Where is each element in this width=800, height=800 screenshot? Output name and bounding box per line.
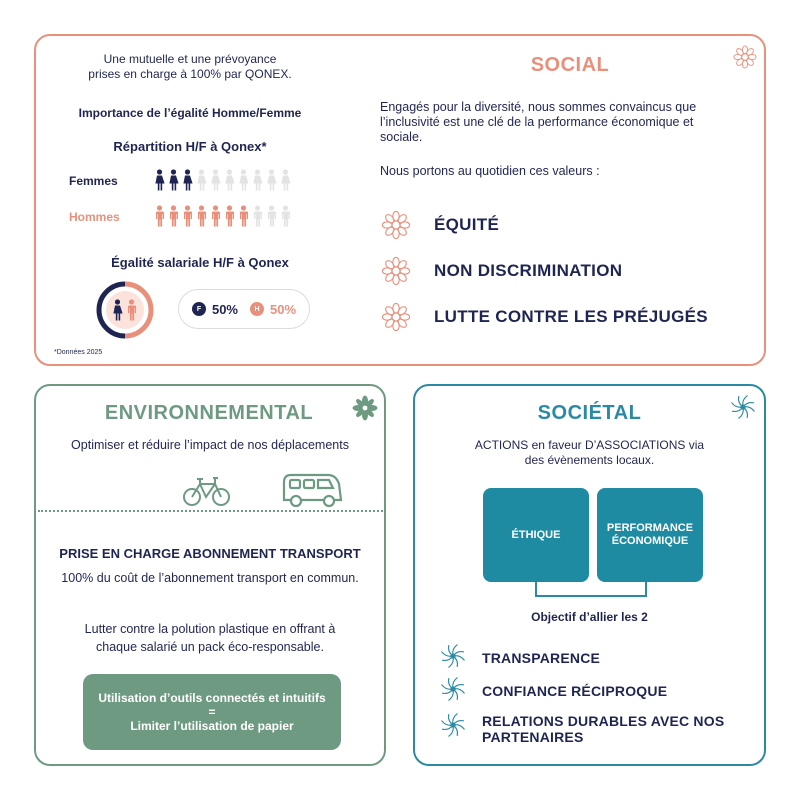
social-intro-line-1: Engagés pour la diversité, nous sommes convaincus que: [380, 100, 697, 114]
performance-economique-box: [597, 488, 703, 582]
mutuelle-line-1: Une mutuelle et une prévoyance: [103, 52, 277, 66]
paper-reduction-box: [83, 674, 341, 750]
hommes-pictogram-row: [154, 205, 291, 227]
item-transparence: TRANSPARENCE: [482, 650, 601, 666]
woman-empty-icon: [196, 169, 207, 191]
coral-flower-icon: [380, 255, 412, 287]
femmes-label: Femmes: [69, 174, 118, 188]
female-percentage: 50%: [211, 301, 238, 317]
woman-empty-icon: [266, 169, 277, 191]
ethique-box: ÉTHIQUE: [483, 488, 589, 582]
objective-text: Objectif d’allier les 2: [531, 610, 648, 624]
pay-equality-pill: [178, 289, 310, 329]
environmental-card: [34, 384, 386, 766]
leaf-flower-icon: [352, 395, 378, 421]
teal-spiral-icon: [439, 711, 467, 739]
value-non-discrimination: NON DISCRIMINATION: [434, 261, 623, 280]
item-relations-line-2: PARTENAIRES: [482, 729, 584, 745]
woman-filled-icon: [168, 169, 179, 191]
social-title: SOCIAL: [530, 54, 610, 76]
man-empty-icon: [266, 205, 277, 227]
hommes-label: Hommes: [69, 210, 120, 224]
femmes-pictogram-row: [154, 169, 291, 191]
transport-heading: PRISE EN CHARGE ABONNEMENT TRANSPORT: [59, 546, 361, 561]
social-intro: [380, 100, 750, 145]
value-lutte-prejuges: LUTTE CONTRE LES PRÉJUGÉS: [434, 307, 708, 326]
van-icon: [280, 470, 344, 510]
transport-text: 100% du coût de l’abonnement transport en commun.: [61, 571, 359, 585]
social-intro-line-3: sociale.: [380, 130, 423, 144]
plastic-text: [36, 620, 384, 656]
footnote: *Données 2025: [54, 349, 103, 356]
societal-intro-line-2: des évènements locaux.: [524, 453, 655, 467]
male-badge: H: [250, 302, 264, 316]
man-filled-icon: [224, 205, 235, 227]
man-filled-icon: [210, 205, 221, 227]
egalite-heading: Égalité salariale H/F à Qonex: [111, 255, 289, 270]
male-percentage: 50%: [270, 301, 297, 317]
teal-spiral-icon: [439, 675, 467, 703]
box-line-3: Limiter l’utilisation de papier: [130, 719, 294, 733]
man-empty-icon: [280, 205, 291, 227]
female-badge: F: [192, 302, 206, 316]
item-relations-line-1: RELATIONS DURABLES AVEC NOS: [482, 713, 725, 729]
man-filled-icon: [168, 205, 179, 227]
importance-heading: Importance de l’égalité Homme/Femme: [78, 106, 302, 120]
man-filled-icon: [238, 205, 249, 227]
plastic-line-1: Lutter contre la polution plastique en offrant à: [84, 622, 336, 636]
value-equite: ÉQUITÉ: [434, 215, 500, 234]
woman-empty-icon: [224, 169, 235, 191]
man-filled-icon: [154, 205, 165, 227]
woman-empty-icon: [238, 169, 249, 191]
gender-pay-donut: [96, 281, 154, 339]
box-line-1: Utilisation d’outils connectés et intuitifs: [98, 691, 326, 705]
values-intro: Nous portons au quotidien ces valeurs :: [380, 164, 600, 178]
societal-card: [413, 384, 766, 766]
social-card: [34, 34, 766, 366]
item-confiance: CONFIANCE RÉCIPROQUE: [482, 683, 668, 699]
coral-flower-icon: [380, 209, 412, 241]
mutuelle-text: [80, 52, 300, 82]
woman-empty-icon: [210, 169, 221, 191]
man-empty-icon: [252, 205, 263, 227]
coral-flower-icon: [732, 44, 758, 70]
box-line-2: =: [208, 705, 216, 719]
woman-empty-icon: [252, 169, 263, 191]
environmental-title: ENVIRONNEMENTAL: [104, 402, 314, 424]
repartition-heading: Répartition H/F à Qonex*: [113, 139, 267, 154]
societal-intro: [415, 438, 764, 468]
woman-filled-icon: [154, 169, 165, 191]
societal-title: SOCIÉTAL: [537, 402, 642, 424]
bicycle-icon: [182, 474, 232, 508]
coral-flower-icon: [380, 301, 412, 333]
social-intro-line-2: l’inclusivité est une clé de la performance économique et: [380, 115, 694, 129]
performance-line-2: ÉCONOMIQUE: [611, 535, 689, 547]
item-relations: [482, 713, 724, 745]
teal-spiral-icon: [439, 642, 467, 670]
man-filled-icon: [182, 205, 193, 227]
woman-empty-icon: [280, 169, 291, 191]
connector-bracket: [535, 582, 647, 600]
mutuelle-line-2: prises en charge à 100% par QONEX.: [88, 67, 292, 81]
environmental-subtitle: Optimiser et réduire l’impact de nos déplacements: [71, 438, 349, 452]
performance-line-1: PERFORMANCE: [606, 522, 694, 534]
teal-spiral-icon: [729, 393, 757, 421]
divider: [38, 510, 386, 512]
plastic-line-2: chaque salarié un pack éco-responsable.: [96, 640, 324, 654]
woman-filled-icon: [182, 169, 193, 191]
man-filled-icon: [196, 205, 207, 227]
societal-intro-line-1: ACTIONS en faveur D’ASSOCIATIONS via: [474, 438, 705, 452]
